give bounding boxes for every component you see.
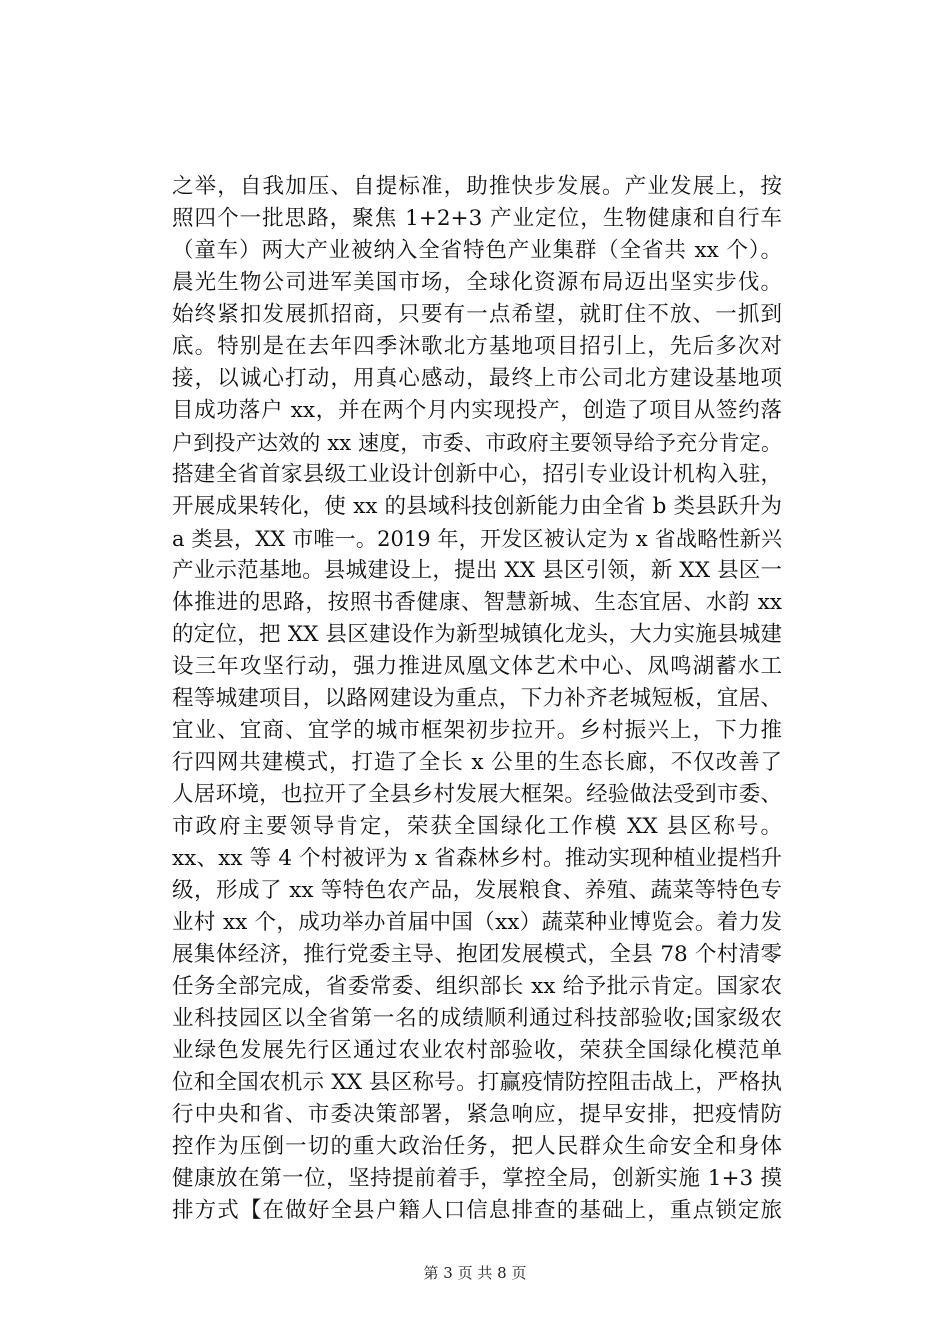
text-line: 目成功落户 xx，并在两个月内实现投产，创造了项目从签约落 <box>172 398 782 423</box>
text-line: a 类县，XX 市唯一。2019 年，开发区被认定为 x 省战略性新兴 <box>172 527 782 551</box>
text-line: 照四个一批思路，聚焦 1+2+3 产业定位，生物健康和自行车 <box>172 206 782 231</box>
text-line: 户到投产达效的 xx 速度，市委、市政府主要领导给予充分肯定。 <box>172 431 782 455</box>
text-line: 人居环境，也拉开了全县乡村发展大框架。经验做法受到市委、 <box>172 782 782 807</box>
text-line: 行四网共建模式，打造了全长 x 公里的生态长廊，不仅改善了 <box>172 750 782 775</box>
text-line: 搭建全省首家县级工业设计创新中心，招引专业设计机构入驻， <box>172 462 782 487</box>
text-line: 业村 xx 个，成功举办首届中国（xx）蔬菜种业博览会。着力发 <box>172 910 782 935</box>
text-line: 产业示范基地。县城建设上，提出 XX 县区引领，新 XX 县区一 <box>172 558 782 583</box>
text-line: 业科技园区以全省第一名的成绩顺利通过科技部验收;国家级农 <box>172 1006 782 1031</box>
text-line: 任务全部完成，省委常委、组织部长 xx 给予批示肯定。国家农 <box>172 974 782 999</box>
text-line: 之举，自我加压、自提标准，助推快步发展。产业发展上，按 <box>172 174 782 199</box>
text-line: 级，形成了 xx 等特色农产品，发展粮食、养殖、蔬菜等特色专 <box>172 878 782 903</box>
text-line: 业绿色发展先行区通过农业农村部验收，荣获全国绿化模范单 <box>172 1038 782 1063</box>
text-line: 健康放在第一位，坚持提前着手，掌控全局，创新实施 1+3 摸 <box>172 1166 782 1191</box>
text-line: 宜业、宜商、宜学的城市框架初步拉开。乡村振兴上，下力推 <box>172 718 782 743</box>
text-line: 位和全国农机示 XX 县区称号。打赢疫情防控阻击战上，严格执 <box>172 1070 782 1095</box>
text-line: 行中央和省、市委决策部署，紧急响应，提早安排，把疫情防 <box>172 1102 782 1127</box>
text-line: xx、xx 等 4 个村被评为 x 省森林乡村。推动实现种植业提档升 <box>172 846 782 871</box>
text-line: 底。特别是在去年四季沐歌北方基地项目招引上，先后多次对 <box>172 334 782 359</box>
text-line: 程等城建项目，以路网建设为重点，下力补齐老城短板，宜居、 <box>172 686 782 711</box>
text-line: 始终紧扣发展抓招商，只要有一点希望，就盯住不放、一抓到 <box>172 302 782 327</box>
page-number-footer: 第 3 页 共 8 页 <box>423 1264 527 1282</box>
text-line: 设三年攻坚行动，强力推进凤凰文体艺术中心、凤鸣湖蓄水工 <box>172 654 782 679</box>
body-paragraph <box>172 171 782 1227</box>
text-line: 市政府主要领导肯定，荣获全国绿化工作模 XX 县区称号。 <box>172 814 782 839</box>
text-line: 体推进的思路，按照书香健康、智慧新城、生态宜居、水韵 xx <box>172 590 782 615</box>
text-line: 接，以诚心打动，用真心感动，最终上市公司北方建设基地项 <box>172 366 782 391</box>
text-line: 控作为压倒一切的重大政治任务，把人民群众生命安全和身体 <box>172 1134 782 1159</box>
text-line: 排方式【在做好全县户籍人口信息排查的基础上，重点锁定旅 <box>172 1198 782 1223</box>
text-line: 展集体经济，推行党委主导、抱团发展模式，全县 78 个村清零 <box>172 942 782 967</box>
text-line: （童车）两大产业被纳入全省特色产业集群（全省共 xx 个）。 <box>172 238 782 263</box>
text-line: 晨光生物公司进军美国市场，全球化资源布局迈出坚实步伐。 <box>172 270 782 295</box>
text-line: 的定位，把 XX 县区建设作为新型城镇化龙头，大力实施县城建 <box>172 622 782 647</box>
text-line: 开展成果转化，使 xx 的县域科技创新能力由全省 b 类县跃升为 <box>172 494 782 519</box>
